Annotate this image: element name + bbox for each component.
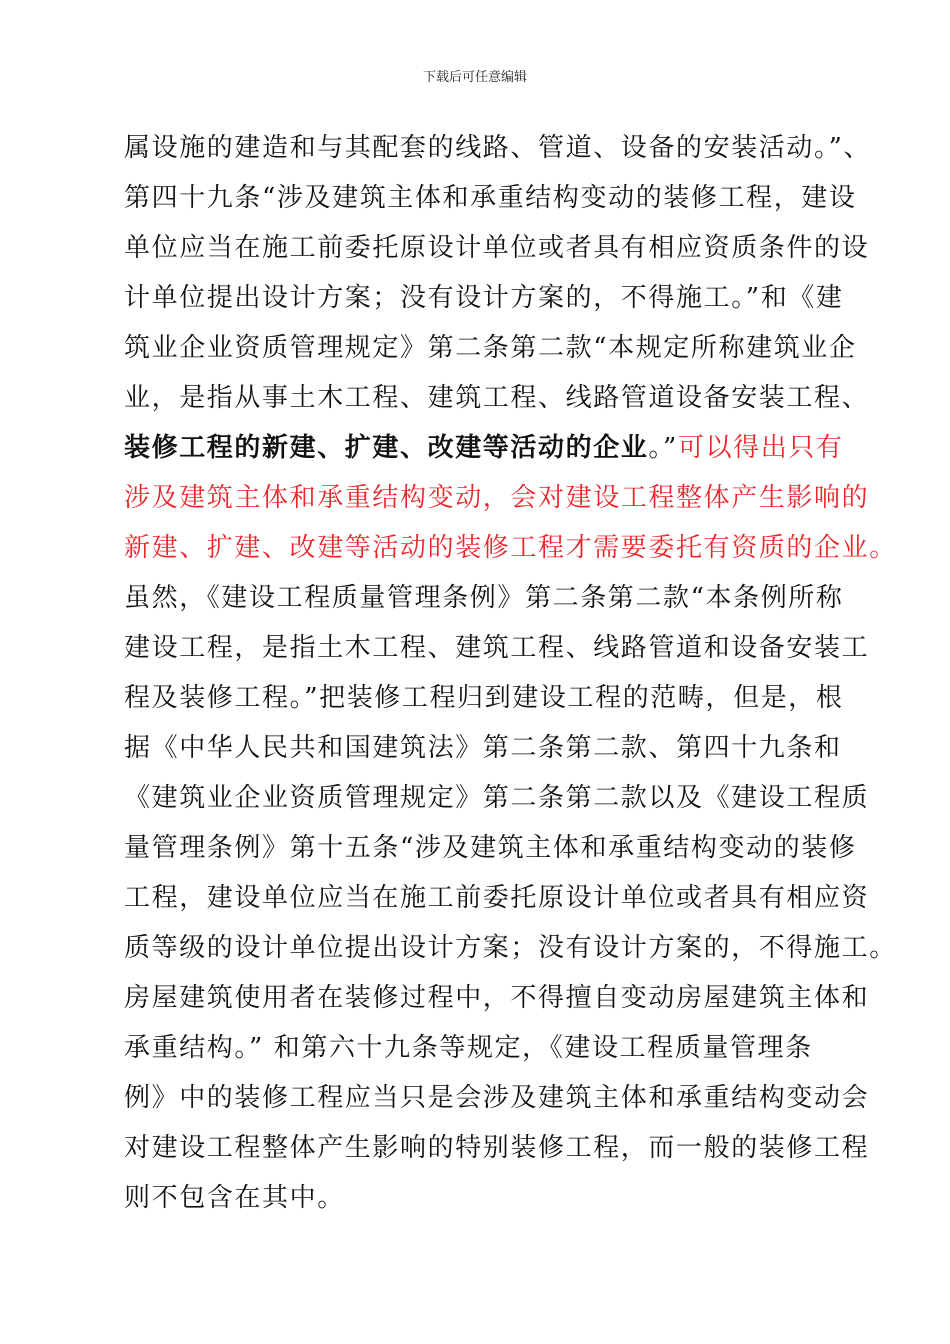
text-line <box>124 178 857 228</box>
text-line <box>124 528 897 578</box>
text-line <box>124 1028 813 1078</box>
text-line <box>124 578 844 628</box>
text-segment: 对建设工程整体产生影响的特别装修工程，而一般的装修工程 <box>124 1133 870 1163</box>
text-line <box>124 628 869 678</box>
text-line <box>124 478 869 528</box>
text-segment: 属设施的建造和与其配套的线路、管道、设备的安装活动。”、 <box>124 133 872 163</box>
highlighted-text: 涉及建筑主体和承重结构变动，会对建设工程整体产生影响的 <box>124 483 870 513</box>
text-segment: 。” <box>648 433 678 463</box>
text-segment: 单位应当在施工前委托原设计单位或者具有相应资质条件的设 <box>124 233 870 263</box>
text-segment: 《建筑业企业资质管理规定》第二条第二款以及《建设工程质 <box>124 783 870 813</box>
text-line <box>124 878 869 928</box>
text-line <box>124 1078 869 1128</box>
text-line <box>124 1128 869 1178</box>
text-segment: 例》中的装修工程应当只是会涉及建筑主体和承重结构变动会 <box>124 1083 870 1113</box>
text-line <box>124 728 842 778</box>
text-line <box>124 1178 345 1228</box>
text-line <box>124 678 844 728</box>
text-segment: 业，是指从事土木工程、建筑工程、线路管道设备安装工程、 <box>124 383 870 413</box>
text-line <box>124 228 869 278</box>
text-line <box>124 278 844 328</box>
text-line <box>124 828 857 878</box>
text-segment: 承重结构。” 和第六十九条等规定，《建设工程质量管理条 <box>124 1033 813 1063</box>
text-segment: 虽然，《建设工程质量管理条例》第二条第二款“本条例所称 <box>124 583 844 613</box>
text-line <box>124 378 869 428</box>
text-segment: 量管理条例》第十五条“涉及建筑主体和承重结构变动的装修 <box>124 833 857 863</box>
text-line <box>124 428 844 478</box>
text-segment: 质等级的设计单位提出设计方案；没有设计方案的，不得施工。 <box>124 933 897 963</box>
text-segment: 据《中华人民共和国建筑法》第二条第二款、第四十九条和 <box>124 733 842 763</box>
text-segment: 第四十九条“涉及建筑主体和承重结构变动的装修工程，建设 <box>124 183 857 213</box>
text-line <box>124 978 869 1028</box>
text-segment: 建设工程，是指土木工程、建筑工程、线路管道和设备安装工 <box>124 633 870 663</box>
text-segment: 程及装修工程。”把装修工程归到建设工程的范畴，但是，根 <box>124 683 844 713</box>
text-line <box>124 128 871 178</box>
text-segment: 工程，建设单位应当在施工前委托原设计单位或者具有相应资 <box>124 883 870 913</box>
text-line <box>124 328 857 378</box>
text-segment: 则不包含在其中。 <box>124 1183 345 1213</box>
text-segment: 计单位提出设计方案；没有设计方案的，不得施工。”和《建 <box>124 283 844 313</box>
highlighted-text: 可以得出只有 <box>677 433 844 463</box>
page-header: 下载后可任意编辑 <box>422 70 527 85</box>
text-line <box>124 928 897 978</box>
text-segment: 筑业企业资质管理规定》第二条第二款“本规定所称建筑业企 <box>124 333 857 363</box>
text-segment: 房屋建筑使用者在装修过程中，不得擅自变动房屋建筑主体和 <box>124 983 870 1013</box>
bold-text: 装修工程的新建、扩建、改建等活动的企业 <box>124 433 649 463</box>
highlighted-text: 新建、扩建、改建等活动的装修工程才需要委托有资质的企业。 <box>124 533 897 563</box>
text-line <box>124 778 869 828</box>
